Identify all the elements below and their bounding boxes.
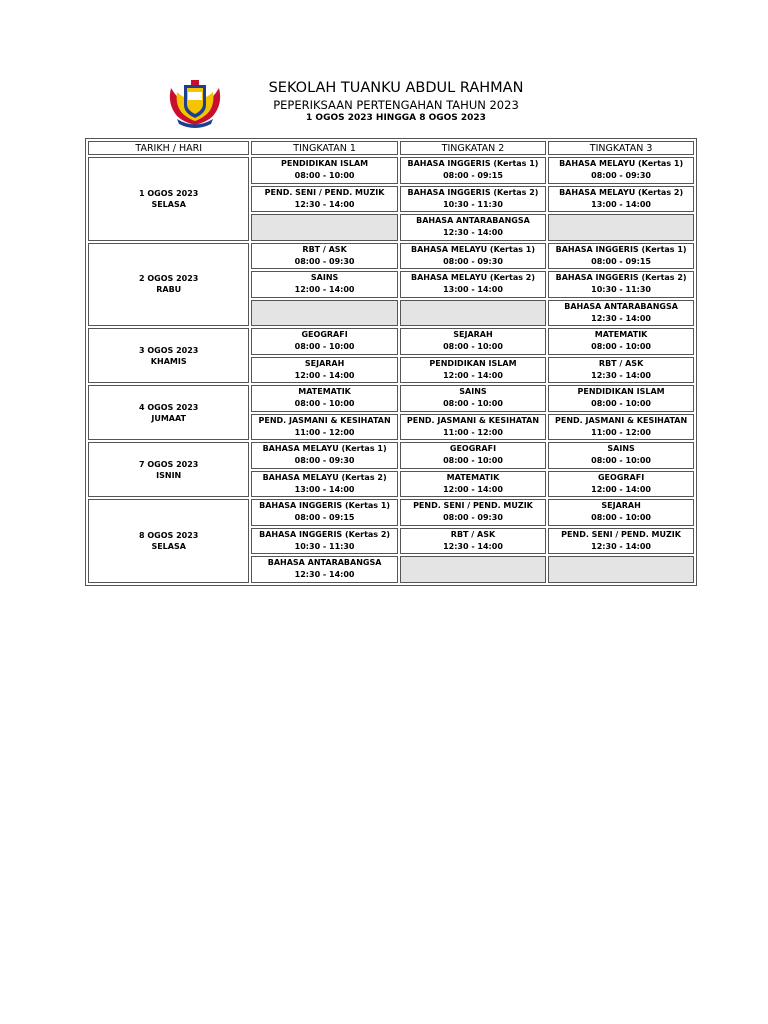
exam-weekday: SELASA — [151, 541, 186, 551]
exam-subject: PENDIDIKAN ISLAM — [577, 387, 665, 397]
exam-slot — [251, 243, 397, 270]
exam-subject: PENDIDIKAN ISLAM — [281, 159, 369, 169]
exam-name: PEPERIKSAAN PERTENGAHAN TAHUN 2023 — [273, 98, 519, 112]
exam-subject: BAHASA INGGERIS (Kertas 2) — [407, 187, 539, 197]
exam-time: 12:30 - 14:00 — [294, 199, 355, 209]
exam-slot — [548, 243, 694, 270]
day-cell — [88, 385, 249, 440]
exam-time: 12:00 - 14:00 — [443, 370, 503, 380]
exam-slot — [251, 556, 397, 583]
exam-slot — [548, 414, 694, 441]
exam-subject: BAHASA ANTARABANGSA — [416, 216, 530, 226]
exam-time: 10:30 - 11:30 — [294, 541, 355, 551]
exam-slot — [400, 243, 546, 270]
exam-time: 08:00 - 09:15 — [443, 171, 503, 181]
exam-slot — [400, 214, 546, 241]
exam-subject: SEJARAH — [304, 358, 345, 368]
exam-subject: SEJARAH — [453, 330, 493, 340]
exam-subject: BAHASA INGGERIS (Kertas 1) — [259, 501, 391, 511]
exam-subject: SAINS — [310, 273, 339, 283]
exam-subject: PEND. SENI / PEND. MUZIK — [264, 187, 385, 197]
exam-date: 8 OGOS 2023 — [139, 530, 199, 540]
empty-slot — [548, 556, 694, 583]
day-cell — [88, 328, 249, 383]
exam-slot — [548, 328, 694, 355]
school-name: SEKOLAH TUANKU ABDUL RAHMAN — [268, 80, 524, 96]
exam-slot — [548, 357, 694, 384]
exam-slot — [548, 499, 694, 526]
exam-slot — [400, 414, 546, 441]
exam-time: 08:00 - 10:00 — [294, 342, 355, 352]
empty-slot — [251, 300, 397, 327]
exam-time: 08:00 - 10:00 — [591, 456, 651, 466]
exam-time: 12:30 - 14:00 — [591, 541, 651, 551]
day-cell — [88, 442, 249, 497]
exam-slot — [251, 385, 397, 412]
exam-time: 08:00 - 09:15 — [591, 256, 651, 266]
exam-subject: GEOGRAFI — [597, 472, 645, 482]
exam-date: 4 OGOS 2023 — [139, 402, 199, 412]
table-row — [88, 243, 694, 270]
exam-slot — [400, 328, 546, 355]
exam-slot — [251, 442, 397, 469]
exam-subject: BAHASA INGGERIS (Kertas 2) — [259, 529, 391, 539]
exam-slot — [251, 471, 397, 498]
exam-time: 08:00 - 09:15 — [294, 513, 355, 523]
exam-slot — [251, 499, 397, 526]
table-row — [88, 385, 694, 412]
exam-date: 2 OGOS 2023 — [139, 274, 199, 284]
exam-slot — [251, 414, 397, 441]
exam-subject: MATEMATIK — [594, 330, 648, 340]
exam-time: 12:30 - 14:00 — [443, 228, 503, 238]
exam-slot — [548, 271, 694, 298]
exam-date: 3 OGOS 2023 — [139, 345, 199, 355]
exam-time: 11:00 - 12:00 — [443, 427, 503, 437]
exam-slot — [400, 357, 546, 384]
exam-slot — [400, 385, 546, 412]
exam-date: 1 OGOS 2023 — [139, 188, 199, 198]
table-header-row — [88, 141, 694, 155]
exam-slot — [548, 186, 694, 213]
exam-subject: BAHASA INGGERIS (Kertas 1) — [555, 244, 687, 254]
exam-time: 08:00 - 09:30 — [443, 256, 503, 266]
exam-slot — [400, 271, 546, 298]
exam-subject: BAHASA MELAYU (Kertas 1) — [410, 244, 535, 254]
column-header-form-1: TINGKATAN 1 — [251, 141, 397, 155]
exam-date-range: 1 OGOS 2023 HINGGA 8 OGOS 2023 — [306, 113, 486, 123]
exam-subject: MATEMATIK — [446, 472, 500, 482]
exam-time: 08:00 - 10:00 — [443, 456, 503, 466]
exam-slot — [251, 528, 397, 555]
exam-subject: RBT / ASK — [450, 529, 496, 539]
exam-subject: PEND. JASMANI & KESIHATAN — [554, 415, 688, 425]
exam-time: 08:00 - 10:00 — [443, 399, 503, 409]
exam-subject: BAHASA MELAYU (Kertas 1) — [262, 444, 387, 454]
exam-slot — [400, 442, 546, 469]
exam-time: 12:30 - 14:00 — [294, 570, 355, 580]
column-header-form-2: TINGKATAN 2 — [400, 141, 546, 155]
exam-time: 08:00 - 10:00 — [591, 513, 651, 523]
exam-slot — [548, 157, 694, 184]
exam-slot — [400, 528, 546, 555]
exam-subject: PEND. SENI / PEND. MUZIK — [561, 529, 681, 539]
column-header-form-3: TINGKATAN 3 — [548, 141, 694, 155]
exam-weekday: JUMAAT — [151, 413, 187, 423]
exam-slot — [400, 186, 546, 213]
exam-slot — [548, 528, 694, 555]
day-cell — [88, 157, 249, 241]
exam-subject: PENDIDIKAN ISLAM — [429, 358, 517, 368]
timetable-body — [88, 157, 694, 583]
exam-weekday: KHAMIS — [150, 356, 187, 366]
exam-subject: RBT / ASK — [302, 244, 347, 254]
exam-time: 13:00 - 14:00 — [294, 484, 355, 494]
exam-subject: SAINS — [607, 444, 635, 454]
empty-slot — [400, 556, 546, 583]
exam-time: 12:00 - 14:00 — [294, 370, 355, 380]
exam-subject: BAHASA MELAYU (Kertas 2) — [559, 187, 684, 197]
exam-time: 08:00 - 10:00 — [443, 342, 503, 352]
exam-slot — [400, 157, 546, 184]
exam-subject: PEND. SENI / PEND. MUZIK — [413, 501, 533, 511]
exam-slot — [548, 471, 694, 498]
exam-time: 12:00 - 14:00 — [443, 484, 503, 494]
exam-time: 12:00 - 14:00 — [591, 484, 651, 494]
exam-weekday: ISNIN — [156, 470, 182, 480]
exam-subject: SAINS — [459, 387, 487, 397]
empty-slot — [251, 214, 397, 241]
exam-time: 12:00 - 14:00 — [294, 285, 355, 295]
exam-time: 08:00 - 09:30 — [294, 456, 355, 466]
exam-time: 08:00 - 10:00 — [294, 171, 355, 181]
exam-subject: PEND. JASMANI & KESIHATAN — [406, 415, 540, 425]
exam-subject: BAHASA MELAYU (Kertas 1) — [559, 159, 684, 169]
exam-slot — [400, 499, 546, 526]
exam-subject: RBT / ASK — [598, 358, 644, 368]
exam-time: 12:30 - 14:00 — [443, 541, 503, 551]
exam-weekday: RABU — [156, 285, 182, 295]
exam-time: 12:30 - 14:00 — [591, 313, 651, 323]
exam-slot — [548, 442, 694, 469]
day-cell — [88, 499, 249, 583]
exam-timetable — [85, 138, 697, 586]
exam-slot — [251, 271, 397, 298]
exam-subject: GEOGRAFI — [301, 330, 348, 340]
exam-slot — [251, 186, 397, 213]
exam-time: 08:00 - 10:00 — [591, 342, 651, 352]
exam-slot — [251, 157, 397, 184]
table-row — [88, 328, 694, 355]
exam-subject: GEOGRAFI — [449, 444, 497, 454]
exam-time: 10:30 - 11:30 — [443, 199, 503, 209]
exam-slot — [251, 328, 397, 355]
exam-time: 08:00 - 09:30 — [591, 171, 651, 181]
exam-time: 13:00 - 14:00 — [443, 285, 503, 295]
exam-time: 11:00 - 12:00 — [294, 427, 355, 437]
day-cell — [88, 243, 249, 327]
exam-subject: BAHASA INGGERIS (Kertas 2) — [555, 273, 687, 283]
empty-slot — [400, 300, 546, 327]
exam-weekday: SELASA — [151, 199, 186, 209]
exam-date: 7 OGOS 2023 — [139, 459, 199, 469]
exam-slot — [400, 471, 546, 498]
table-row — [88, 499, 694, 526]
exam-subject: SEJARAH — [601, 501, 641, 511]
exam-time: 08:00 - 10:00 — [591, 399, 651, 409]
column-header-date: TARIKH / HARI — [88, 141, 249, 155]
exam-time: 08:00 - 09:30 — [443, 513, 503, 523]
exam-subject: BAHASA MELAYU (Kertas 2) — [410, 273, 535, 283]
exam-subject: BAHASA INGGERIS (Kertas 1) — [407, 159, 539, 169]
empty-slot — [548, 214, 694, 241]
exam-subject: BAHASA MELAYU (Kertas 2) — [262, 472, 387, 482]
exam-subject: MATEMATIK — [298, 387, 351, 397]
exam-time: 11:00 - 12:00 — [591, 427, 651, 437]
exam-subject: PEND. JASMANI & KESIHATAN — [258, 415, 391, 425]
exam-time: 08:00 - 09:30 — [294, 256, 355, 266]
exam-subject: BAHASA ANTARABANGSA — [564, 301, 678, 311]
table-row — [88, 442, 694, 469]
exam-slot — [548, 300, 694, 327]
exam-slot — [548, 385, 694, 412]
exam-time: 08:00 - 10:00 — [294, 399, 355, 409]
exam-time: 12:30 - 14:00 — [591, 370, 651, 380]
exam-time: 13:00 - 14:00 — [591, 199, 651, 209]
table-row — [88, 157, 694, 184]
exam-subject: BAHASA ANTARABANGSA — [267, 558, 382, 568]
exam-time: 10:30 - 11:30 — [591, 285, 651, 295]
exam-slot — [251, 357, 397, 384]
